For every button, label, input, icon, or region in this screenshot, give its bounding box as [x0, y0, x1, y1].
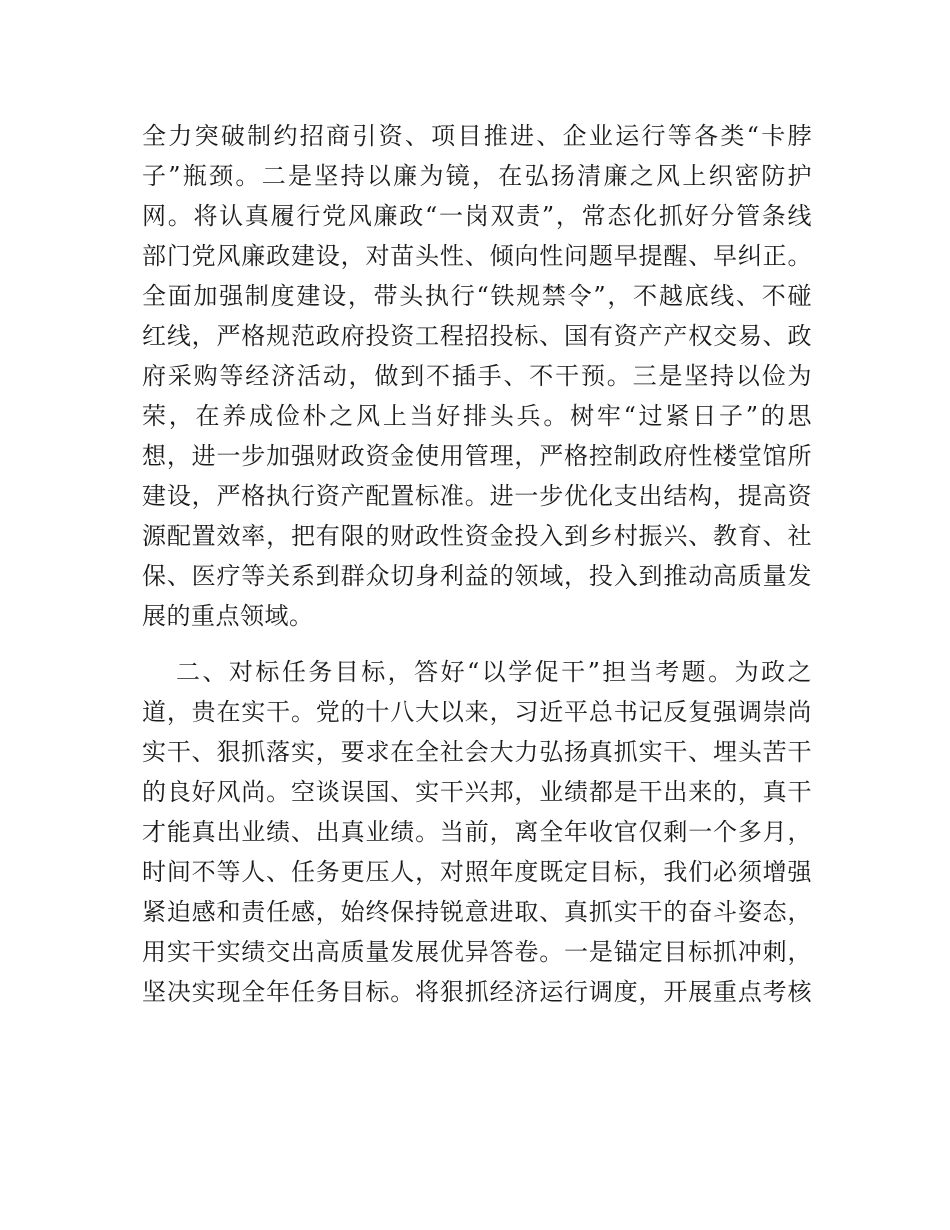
text-line: 坚决实现全年任务目标。将狠抓经济运行调度，开展重点考核: [142, 978, 812, 1006]
paragraph-2: [142, 652, 812, 1012]
text-line: 部门党风廉政建设，对苗头性、倾向性问题早提醒、早纠正。: [142, 242, 812, 270]
text-line: 建设，严格执行资产配置标准。进一步优化支出结构，提高资: [142, 482, 812, 510]
text-line: 道，贵在实干。党的十八大以来，习近平总书记反复强调崇尚: [142, 698, 812, 726]
text-line: 全面加强制度建设，带头执行“铁规禁令”，不越底线、不碰: [142, 282, 812, 310]
text-line: 用实干实绩交出高质量发展优异答卷。一是锚定目标抓冲刺，: [142, 938, 812, 966]
text-line: 红线，严格规范政府投资工程招投标、国有资产产权交易、政: [142, 322, 812, 350]
text-line: 荣，在养成俭朴之风上当好排头兵。树牢“过紧日子”的思: [142, 402, 812, 430]
text-line: 才能真出业绩、出真业绩。当前，离全年收官仅剩一个多月，: [142, 818, 812, 846]
document-body: [142, 116, 812, 1012]
text-line: 时间不等人、任务更压人，对照年度既定目标，我们必须增强: [142, 858, 812, 886]
text-line: 想，进一步加强财政资金使用管理，严格控制政府性楼堂馆所: [142, 442, 812, 470]
paragraph-spacing: [142, 636, 812, 652]
text-line: 保、医疗等关系到群众切身利益的领域，投入到推动高质量发: [142, 562, 812, 590]
text-line: 展的重点领域。: [142, 602, 314, 630]
text-line: 网。将认真履行党风廉政“一岗双责”，常态化抓好分管条线: [142, 202, 812, 230]
text-line: 全力突破制约招商引资、项目推进、企业运行等各类“卡脖: [142, 122, 812, 150]
text-line: 府采购等经济活动，做到不插手、不干预。三是坚持以俭为: [142, 362, 812, 390]
text-line: 的良好风尚。空谈误国、实干兴邦，业绩都是干出来的，真干: [142, 778, 812, 806]
text-line: 二、对标任务目标，答好“以学促干”担当考题。为政之: [176, 658, 812, 686]
paragraph-1: [142, 116, 812, 636]
text-line: 实干、狠抓落实，要求在全社会大力弘扬真抓实干、埋头苦干: [142, 738, 812, 766]
text-line: 子”瓶颈。二是坚持以廉为镜，在弘扬清廉之风上织密防护: [142, 162, 812, 190]
text-line: 源配置效率，把有限的财政性资金投入到乡村振兴、教育、社: [142, 522, 812, 550]
text-line: 紧迫感和责任感，始终保持锐意进取、真抓实干的奋斗姿态，: [142, 898, 812, 926]
